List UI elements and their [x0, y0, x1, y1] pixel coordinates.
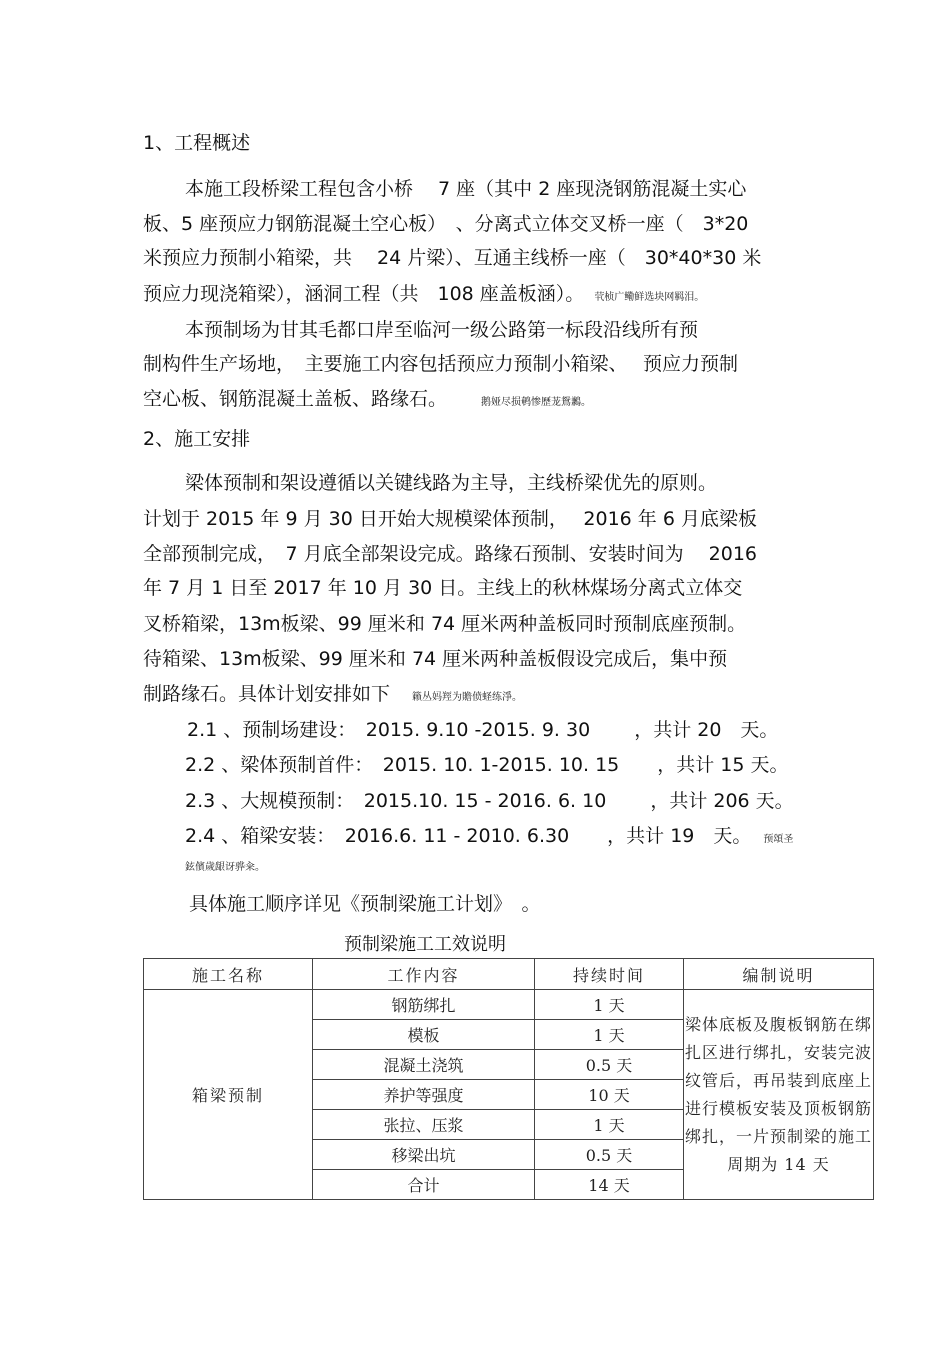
paragraph-line: 全部预制完成， 7 月底全部架设完成。路缘石预制、安装时间为 2016 [143, 543, 758, 565]
table-row [144, 990, 874, 1020]
garbled-note: 鉉儐歲龈讶骅籴。 [185, 862, 265, 873]
schedule-item [185, 823, 793, 853]
work-item-cell: 钢筋绑扎 [313, 990, 535, 1020]
paragraph-line: 本预制场为甘其毛都口岸至临河一级公路第一标段沿线所有预 [185, 319, 699, 341]
duration-cell: 10 天 [535, 1080, 684, 1110]
work-efficiency-table [143, 958, 874, 1200]
paragraph-line: 米预应力预制小箱梁，共 24 片梁）、互通主线桥一座（ 30*40*30 米 [143, 247, 762, 269]
duration-cell: 0.5 天 [535, 1050, 684, 1080]
section-heading-schedule: 2、施工安排 [143, 428, 251, 450]
paragraph-line [143, 681, 522, 711]
line-text: 2.4 、箱梁安装： 2016.6. 11 - 2010. 6.30 ，共计 19 天。 [185, 825, 752, 847]
header-cell: 持续时间 [535, 959, 684, 990]
header-cell: 工作内容 [313, 959, 535, 990]
work-item-cell: 张拉、压浆 [313, 1110, 535, 1140]
line-text: 预应力现浇箱梁），涵洞工程（共 108 座盖板涵）。 [143, 283, 585, 305]
paragraph-line: 制构件生产场地， 主要施工内容包括预应力预制小箱梁、 预应力预制 [143, 353, 739, 375]
paragraph-line: 板、5 座预应力钢筋混凝土空心板） 、分离式立体交叉桥一座（ 3*20 [143, 213, 749, 235]
schedule-item: 2.1 、预制场建设： 2015. 9.10 -2015. 9. 30 ，共计 20 天。 [187, 719, 779, 741]
group-name-cell: 箱梁预制 [144, 990, 313, 1200]
paragraph-line [143, 281, 704, 311]
schedule-item: 2.3 、大规模预制： 2015.10. 15 - 2016. 6. 10 ，共计 206 天。 [185, 790, 794, 812]
header-cell: 施工名称 [144, 959, 313, 990]
table-caption: 预制梁施工工效说明 [344, 934, 506, 955]
paragraph-line: 叉桥箱梁，13m板梁、99 厘米和 74 厘米两种盖板同时预制底座预制。 [143, 613, 747, 635]
duration-cell: 14 天 [535, 1170, 684, 1200]
schedule-item: 2.2 、梁体预制首件： 2015. 10. 1-2015. 10. 15 ，共计 15 天。 [185, 754, 789, 776]
line-text: 制路缘石。具体计划安排如下 [143, 683, 391, 705]
note-cell: 梁体底板及腹板钢筋在绑扎区进行绑扎，安装完波纹管后，再吊装到底座上进行模板安装及顶板钢筋绑扎，一片预制梁的施工周期为 14 天 [684, 990, 874, 1200]
garbled-note: 鹅娅尽损鹌惨歷茏鴛鶼。 [481, 397, 592, 408]
section-heading-overview: 1、工程概述 [143, 132, 251, 154]
garbled-note: 茕桢广鳓鲜选块网羁泪。 [594, 292, 705, 303]
paragraph-line [143, 386, 591, 416]
work-item-cell: 合计 [313, 1170, 535, 1200]
duration-cell: 1 天 [535, 990, 684, 1020]
paragraph-line: 年 7 月 1 日至 2017 年 10 月 30 日。主线上的秋林煤场分离式立体交 [143, 577, 743, 599]
line-text: 空心板、钢筋混凝土盖板、路缘石。 [143, 388, 448, 410]
garbled-note: 籟丛妈羥为贍偾蛏练淨。 [412, 692, 523, 703]
paragraph-line: 待箱梁、13m板梁、99 厘米和 74 厘米两种盖板假设完成后，集中预 [143, 648, 728, 670]
paragraph-line: 具体施工顺序详见《预制梁施工计划》 。 [189, 893, 541, 915]
paragraph-line: 梁体预制和架设遵循以关键线路为主导，主线桥梁优先的原则。 [185, 472, 718, 494]
duration-cell: 0.5 天 [535, 1140, 684, 1170]
work-item-cell: 模板 [313, 1020, 535, 1050]
paragraph-line: 计划于 2015 年 9 月 30 日开始大规模梁体预制， 2016 年 6 月底梁板 [143, 508, 757, 530]
work-item-cell: 养护等强度 [313, 1080, 535, 1110]
table-header-row [144, 959, 874, 990]
work-item-cell: 混凝土浇筑 [313, 1050, 535, 1080]
garbled-note: 预頌圣 [763, 834, 794, 845]
duration-cell: 1 天 [535, 1110, 684, 1140]
duration-cell: 1 天 [535, 1020, 684, 1050]
paragraph-line: 本施工段桥梁工程包含小桥 7 座（其中 2 座现浇钢筋混凝土实心 [185, 178, 747, 200]
work-item-cell: 移梁出坑 [313, 1140, 535, 1170]
header-cell: 编制说明 [684, 959, 874, 990]
